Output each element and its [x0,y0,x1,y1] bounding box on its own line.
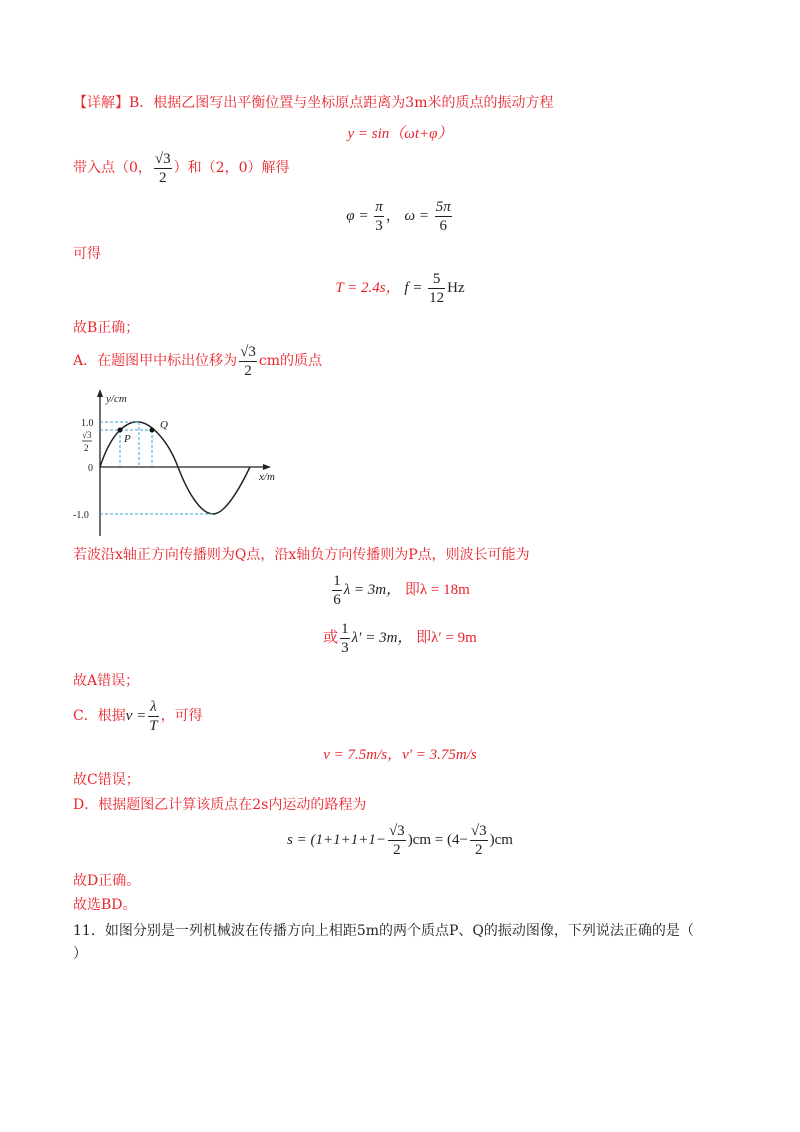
sqrt3-over-2-fraction [154,150,172,187]
lambda-eq-text: λ = 3m， [343,581,402,598]
frac-num: √3 [154,150,171,167]
s-suffix: )cm [489,831,513,848]
frac-num: √3 [388,823,405,839]
a-wrong-line: 故A错误； [73,673,140,689]
sqrt3-over-2-a [388,822,406,859]
frac-den: 6 [439,218,447,234]
frac-num: √3 [240,343,256,360]
tick-zero: 0 [88,463,93,474]
lambda-result: 即λ = 18m [404,581,470,598]
tick-bottom: -1.0 [73,510,89,521]
frac-num: 1 [333,573,341,589]
frac-den: 3 [375,218,383,234]
velocity-text: v = 7.5m/s，v′ = 3.75m/s [323,747,477,763]
plug-prefix: 带入点（0， [73,160,152,176]
a-wave-line: 若波沿x轴正方向传播则为Q点，沿x轴负方向传播则为P点，则波长可能为 [73,547,530,563]
c-intro-line [73,697,203,735]
point-q-label: Q [160,419,168,431]
equation-y [0,122,800,143]
point-q-dot [150,428,155,433]
frac-den: 6 [333,592,341,608]
lambda-eq-1-left [330,573,402,608]
wave-graph [72,388,282,536]
period-frequency-equation [0,270,800,307]
5-over-12 [428,270,445,307]
or-text: 或 [323,629,339,646]
plug-line [73,149,289,187]
frac-den: 3 [341,640,349,656]
d-intro-line: D．根据题图乙计算该质点在2s内运动的路程为 [73,797,367,813]
tick-top: 1.0 [81,418,94,429]
frac-den: 2 [475,842,483,858]
s-mid: )cm = (4− [407,831,468,848]
lambda-equation-1 [0,572,800,609]
frac-num: 1 [341,621,349,637]
1-over-6 [332,572,342,609]
lambda2-eq-text: λ′ = 3m， [351,629,413,646]
frac-den: 12 [429,290,445,306]
sqrt3-over-2-b [470,822,488,859]
frac-num: 5 [428,270,445,289]
1-over-3 [340,620,350,657]
d-correct-line: 故D正确。 [73,873,141,889]
frac-num: λ [150,699,157,716]
velocity-equation [0,743,800,764]
sine-curve [100,422,250,514]
phi-omega-equation [0,198,800,235]
c-intro-prefix: C．根据 [73,708,126,724]
pi-over-3 [374,198,384,235]
point-p-label: P [124,433,131,445]
frac-num: π [375,199,383,215]
a-intro-prefix: A．在题图甲中标出位移为 [73,353,238,369]
b-intro-line [73,93,553,113]
frac-den: 2 [244,362,252,379]
a-intro-line [73,342,322,380]
detail-label: 【详解】 [73,95,129,111]
plug-suffix: ）和（2，0）解得 [173,160,290,176]
comma: ， [385,207,401,224]
f-label: f = [404,279,423,296]
ke-de-line: 可得 [73,246,101,262]
tick-sqrt-num: √3 [82,430,92,440]
y-axis-label: y/cm [106,393,127,405]
c-wrong-line: 故C错误； [73,772,140,788]
5pi-over-6 [435,198,452,235]
y-axis-arrow [97,389,103,397]
equation-y-text: y = sin（ωt+φ） [347,126,453,142]
frac-den: T [149,718,158,735]
a-intro-suffix: cm的质点 [258,353,322,369]
distance-equation [0,822,800,859]
frequency-part [404,271,465,306]
sqrt3-over-2-fraction [239,343,257,380]
question-11-line2: ） [73,946,87,962]
choose-line: 故选BD。 [73,897,137,913]
c-intro-suffix: ，可得 [160,708,203,724]
x-axis-arrow [263,464,271,470]
frac-den: 2 [159,169,167,186]
b-intro-text: B．根据乙图写出平衡位置与坐标原点距离为3m米的质点的振动方程 [129,95,554,111]
phi-label: φ = [346,207,369,224]
tick-sqrt-den: 2 [84,443,89,453]
v-label: v = [125,708,147,724]
point-p-dot [118,428,123,433]
lambda-over-T [148,698,158,735]
omega-label: ω = [404,207,429,224]
lambda-eq-2-left [338,621,413,656]
b-correct-line: 故B正确； [73,320,140,336]
period-text: T = 2.4s， [335,279,401,296]
lambda-equation-2 [0,620,800,657]
v-formula [125,699,161,735]
s-prefix: s = (1+1+1+1− [287,831,386,848]
hz-unit: Hz [447,279,465,296]
frac-den: 2 [393,842,401,858]
question-11-line1: 11．如图分别是一列机械波在传播方向上相距5m的两个质点P、Q的振动图像，下列说法正确的是（ [73,923,694,939]
x-axis-label: x/m [259,471,275,483]
frac-num: √3 [470,823,487,839]
lambda2-result: 即λ′ = 9m [416,629,477,646]
frac-num: 5π [435,199,451,215]
